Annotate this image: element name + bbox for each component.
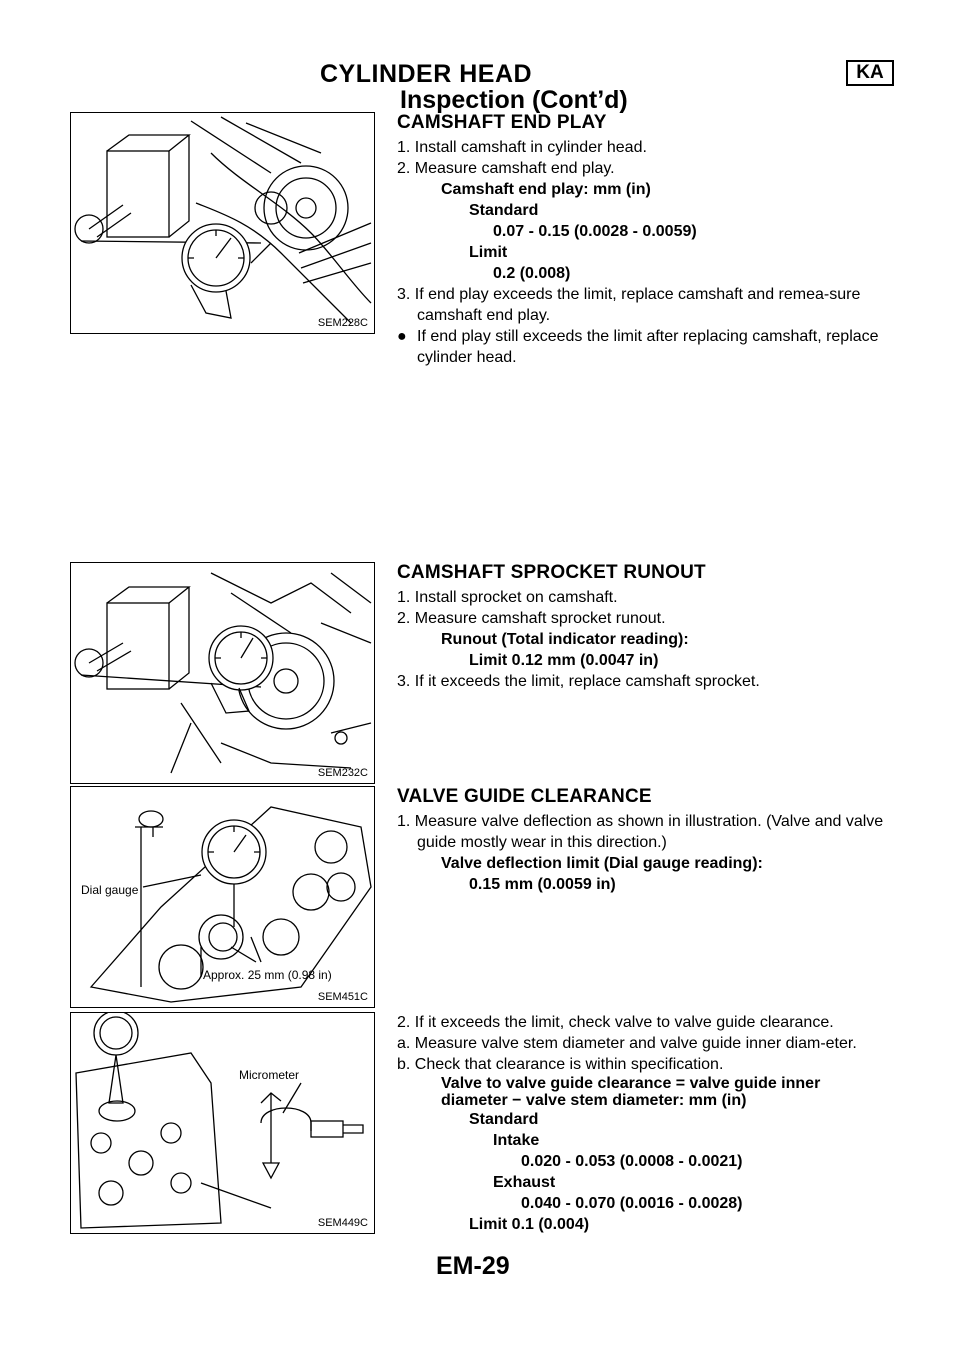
spec-heading: Valve deflection limit (Dial gauge reading): — [441, 855, 763, 872]
figure-camshaft-end-play — [70, 112, 375, 334]
approx-distance-label: Approx. 25 mm (0.98 in) — [203, 968, 332, 982]
limit-value: 0.2 (0.008) — [493, 265, 571, 282]
spec-limit: Limit 0.12 mm (0.0047 in) — [469, 652, 659, 669]
bullet-text: If end play still exceeds the limit after replacing camshaft, replace cylinder head. — [417, 328, 879, 366]
section-valve-guide-clearance-cont — [397, 1012, 897, 1235]
step-2: 2. Measure camshaft sprocket runout. — [397, 610, 666, 627]
intake-value: 0.020 - 0.053 (0.0008 - 0.0021) — [521, 1153, 743, 1170]
bullet-icon: ● — [397, 328, 407, 345]
page-header-title: CYLINDER HEAD — [320, 60, 533, 88]
engine-code-badge: KA — [846, 60, 894, 86]
spec-heading: Camshaft end play: mm (in) — [441, 181, 651, 198]
figure-code: SEM451C — [317, 991, 368, 1003]
standard-label: Standard — [469, 202, 539, 219]
micrometer-illustration — [71, 1013, 374, 1233]
spec-heading: Valve to valve guide clearance = valve guide inner diameter − valve stem diameter: mm (in) — [441, 1075, 821, 1109]
spec-value: 0.15 mm (0.0059 in) — [469, 876, 616, 893]
section-sprocket-runout — [397, 562, 897, 692]
micrometer-label: Micrometer — [239, 1068, 300, 1082]
section-title: VALVE GUIDE CLEARANCE — [397, 786, 652, 807]
intake-label: Intake — [493, 1132, 540, 1149]
figure-valve-guide — [70, 786, 375, 1008]
step-2: 2. If it exceeds the limit, check valve to valve guide clearance. — [397, 1014, 834, 1031]
page-header-subtitle: Inspection (Cont’d) — [400, 86, 628, 114]
step-a: a. Measure valve stem diameter and valve guide inner diam-eter. — [397, 1035, 857, 1052]
step-1: 1. Install camshaft in cylinder head. — [397, 139, 647, 156]
spec-heading: Runout (Total indicator reading): — [441, 631, 689, 648]
exhaust-value: 0.040 - 0.070 (0.0016 - 0.0028) — [521, 1195, 743, 1212]
figure-sprocket-runout — [70, 562, 375, 784]
figure-code: SEM449C — [317, 1217, 368, 1229]
step-3: 3. If end play exceeds the limit, replace camshaft and remea-sure camshaft end play. — [397, 286, 861, 324]
section-camshaft-end-play — [397, 112, 897, 368]
exhaust-label: Exhaust — [493, 1174, 556, 1191]
camshaft-end-play-illustration — [71, 113, 374, 333]
step-3: 3. If it exceeds the limit, replace camshaft sprocket. — [397, 673, 760, 690]
dial-gauge-label: Dial gauge — [81, 883, 139, 897]
standard-value: 0.07 - 0.15 (0.0028 - 0.0059) — [493, 223, 697, 240]
limit-value: Limit 0.1 (0.004) — [469, 1216, 590, 1233]
step-1: 1. Measure valve deflection as shown in illustration. (Valve and valve guide mostly wear in this direction.) — [397, 813, 884, 851]
section-title: CAMSHAFT END PLAY — [397, 112, 607, 133]
standard-label: Standard — [469, 1111, 539, 1128]
sprocket-runout-illustration — [71, 563, 374, 783]
figure-code: SEM228C — [317, 317, 368, 329]
valve-deflection-illustration — [71, 787, 374, 1007]
step-b: b. Check that clearance is within specification. — [397, 1056, 724, 1073]
bullet-item — [397, 326, 897, 368]
limit-label: Limit — [469, 244, 508, 261]
section-title: CAMSHAFT SPROCKET RUNOUT — [397, 562, 706, 583]
figure-code: SEM232C — [317, 767, 368, 779]
step-2: 2. Measure camshaft end play. — [397, 160, 615, 177]
page-number: EM-29 — [436, 1252, 510, 1280]
step-1: 1. Install sprocket on camshaft. — [397, 589, 618, 606]
section-valve-guide-clearance — [397, 786, 897, 895]
figure-micrometer — [70, 1012, 375, 1234]
